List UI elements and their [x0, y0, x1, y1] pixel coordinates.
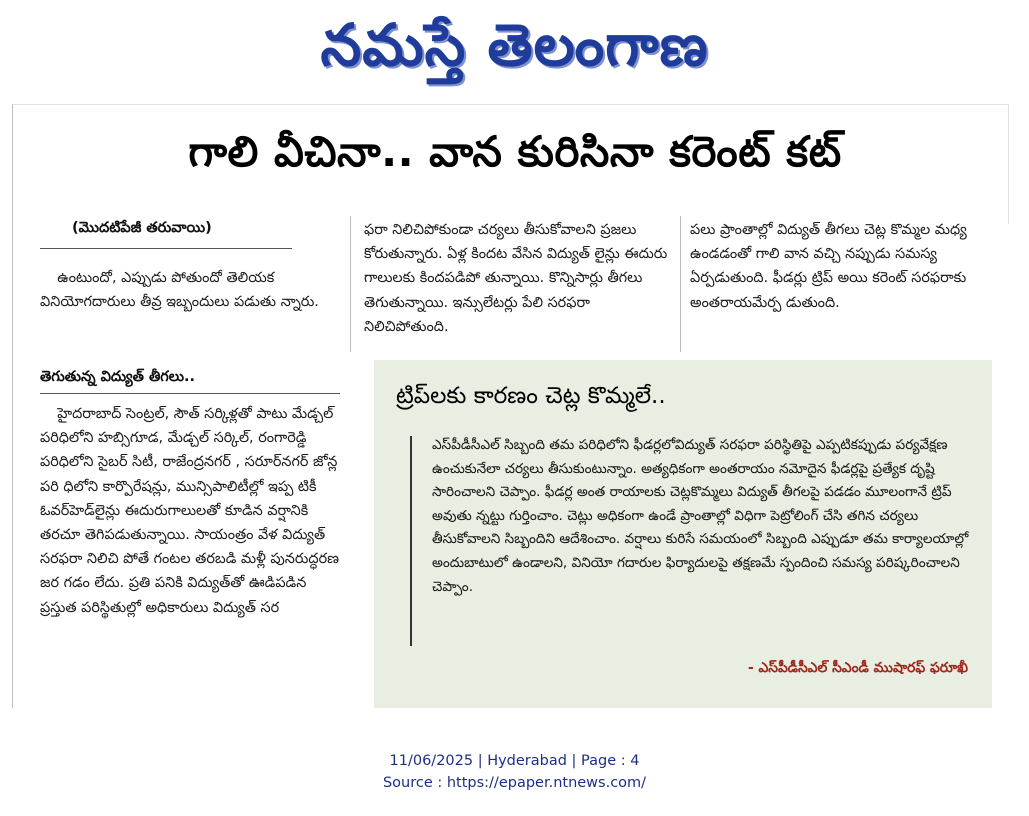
article-column-3: [690, 218, 1000, 315]
column-2-paragraph: ఫరా నిలిచిపోకుండా చర్యలు తీసుకోవాలని ప్రజలు కోరుతున్నారు. ఏళ్ల కిందట వేసిన విద్యుత్ లైన్లు ఈదురు గాలులకు కిందపడిపో తున్నాయి. కొన్నిసార్లు తీగలు తెగుతున్నాయి. ఇన్సులేటర్లు పేలి సరఫరా నిలిచిపోతుంది.: [364, 222, 668, 335]
quote-box-signature: - ఎస్‌పీడీసీఎల్ సీఎండీ ముషారఫ్ ఫరూఖీ: [747, 660, 968, 676]
column-divider-1: [350, 216, 351, 352]
column-1-paragraph-1: ఉంటుందో, ఎప్పుడు పోతుందో తెలియక వినియోగదారులు తీవ్ర ఇబ్బందులు పడుతు న్నారు.: [40, 270, 319, 311]
section-subheading: తెగుతున్న విద్యుత్ తీగలు..: [40, 369, 196, 385]
page-footer: [0, 750, 1029, 794]
column-3-paragraph: పలు ప్రాంతాల్లో విద్యుత్ తీగలు చెట్ల కొమ్మల మధ్య ఉండడంతో గాలి వాన వచ్చి నప్పుడు సమస్య ఏర్పడుతుంది. ఫీడర్లు ట్రిప్ అయి కరెంట్ సరఫరాకు అంతరాయమేర్ప డుతుంది.: [690, 222, 967, 311]
quote-box-body: [432, 434, 972, 599]
kicker-underline: [40, 248, 292, 249]
quote-box-title: ట్రిప్‌లకు కారణం చెట్ల కొమ్మలే..: [396, 383, 666, 409]
footer-date-line: 11/06/2025 | Hyderabad | Page : 4: [389, 753, 640, 769]
page-frame-top-rule: [12, 104, 1008, 105]
footer-source-line: Source : https://epaper.ntnews.com/: [382, 775, 647, 791]
column-divider-2: [680, 216, 681, 352]
quote-box-left-rule: [410, 436, 412, 646]
quote-box-paragraph: ఎస్‌పీడీసీఎల్ సిబ్బంది తమ పరిధిలోని ఫీడర్లలోవిద్యుత్ సరఫరా పరిస్థితిపై ఎప్పటికప్పుడు పర్యవేక్షణ ఉంచుకునేలా చర్యలు తీసుకుంటున్నాం. అత్యధికంగా అంతరాయం నమోదైన ఫీడర్లపై ప్రత్యేక దృష్టి సారించాలని చెప్పాం. ఫీడర్ల అంత రాయాలకు చెట్లకొమ్మలు విద్యుత్ తీగలపై పడడం మూలంగానే ట్రిప్ అవుతు న్నట్టు గుర్తించాం. చెట్లు అధికంగా ఉండే ప్రాంతాల్లో విధిగా పెట్రోలింగ్ చేసి తగిన చర్యలు తీసుకోవాలని సిబ్బందిని ఆదేశించాం. వర్షాలు కురిసే సమయంలో సిబ్బంది ఎప్పుడూ తమ కార్యాలయాల్లో అందుబాటులో ఉండాలని, వినియో గదారుల ఫిర్యాదులపై తక్షణమే స్పందించి సమస్య పరిష్కరించాలని చెప్పాం.: [432, 437, 969, 595]
article-column-1: [40, 266, 340, 314]
article-column-1-continued: [40, 402, 340, 620]
continued-kicker: (మొదటిపేజీ తరువాయి): [72, 220, 212, 236]
article-headline: గాలి వీచినా.. వాన కురిసినా కరెంట్ కట్: [188, 127, 842, 176]
page-frame-left-rule: [12, 104, 13, 708]
article-column-2: [364, 218, 670, 339]
newspaper-masthead: నమస్తే తెలంగాణ: [320, 11, 709, 79]
column-1-paragraph-2: హైదరాబాద్ సెంట్రల్, సౌత్ సర్కిళ్లతో పాటు మేడ్చల్ పరిధిలోని హబ్సిగూడ, మేడ్చల్ సర్కిల్, రంగారెడ్డి పరిధిలోని సైబర్ సిటీ, రాజేంద్రనగర్ , సరూర్‌నగర్ జోన్ల పరి ధిలోని కార్పొరేషన్లు, మున్సిపాలిటీల్లో ఇప్ప టికీ ఓవర్‌హెడ్‌లైన్లు ఈదురుగాలులతో కూడిన వర్షానికి తరచూ తెగిపడుతున్నాయి. సాయంత్రం వేళ విద్యుత్ సరఫరా నిలిచి పోతే గంటల తరబడి మళ్లీ పునరుద్ధరణ జర గడం లేదు. ప్రతి పనికి విద్యుత్‌తో ఊడిపడిన ప్రస్తుత పరిస్థితుల్లో అధికారులు విద్యుత్ సర: [40, 406, 339, 616]
subheading-underline: [40, 393, 340, 394]
